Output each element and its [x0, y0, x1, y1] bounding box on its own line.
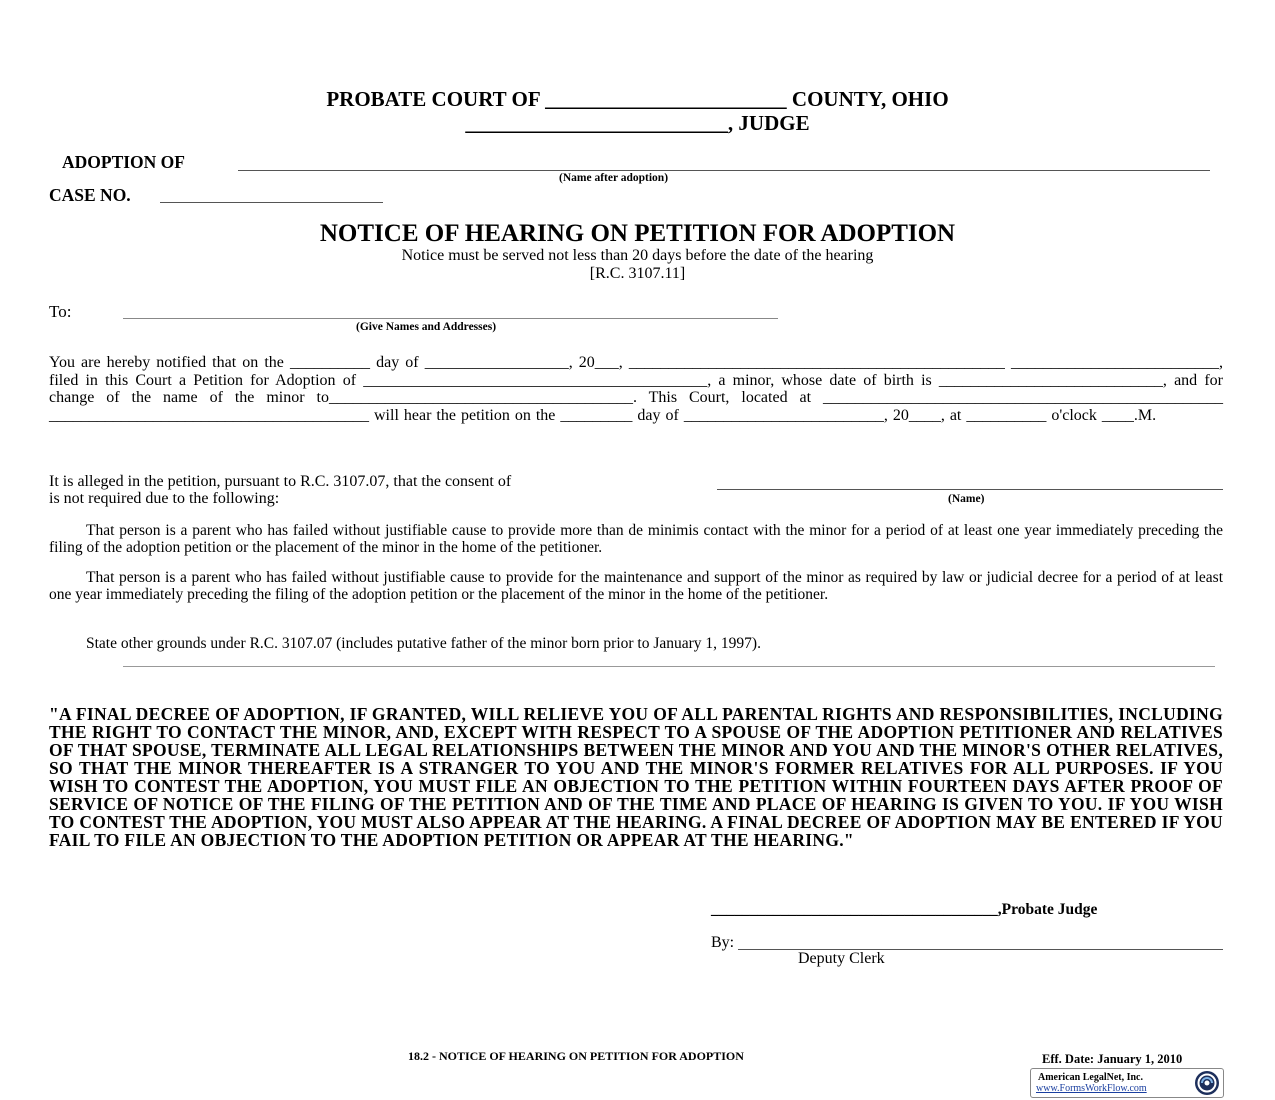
ground-minimal-contact: That person is a parent who has failed without justifiable cause to provide more than de minimis contact with the minor for a period of at least one year immediately preceding the filing of the adoption petition or the placement of the minor in the home of the petitioner. — [49, 522, 1223, 556]
case-no-label: CASE NO. — [49, 185, 131, 205]
ground-failure-to-support: That person is a parent who has failed without justifiable cause to provide for the maintenance and support of the minor as required by law or judicial decree for a period of at least one year immediately preceding the filing of the adoption petition or the placement of the minor in the home of the petitioner. — [49, 569, 1223, 603]
adoption-of-label: ADOPTION OF — [62, 152, 185, 172]
other-grounds-label: State other grounds under R.C. 3107.07 (includes putative father of the minor born prior to January 1, 1997). — [86, 635, 761, 652]
adoption-name-field[interactable] — [238, 170, 1210, 171]
effective-date: Eff. Date: January 1, 2010 — [1042, 1052, 1183, 1066]
recipients-field[interactable] — [123, 318, 778, 319]
footer-form-title: 18.2 - NOTICE OF HEARING ON PETITION FOR ADOPTION — [408, 1049, 744, 1063]
case-no-field[interactable] — [160, 202, 383, 203]
logo-url-link[interactable]: www.FormsWorkFlow.com — [1036, 1083, 1147, 1094]
adoption-warning: "A FINAL DECREE OF ADOPTION, IF GRANTED, WILL RELIEVE YOU OF ALL PARENTAL RIGHTS AND RESPONSIBILITIES, INCLUDING THE RIGHT TO CONTACT THE MINOR, AND, EXCEPT WITH RESPECT TO A SPOUSE OF THE ADOPTION PETITIONER AND RELATIVES OF THAT SPOUSE, TERMINATE ALL LEGAL RELATIONSHIPS BETWEEN THE MINOR AND YOU AND THE MINOR'S OTHER RELATIVES, SO THAT THE MINOR THEREAFTER IS A STRANGER TO YOU AND THE MINOR'S FORMER RELATIVES FOR ALL PURPOSES. IF YOU WISH TO CONTEST THE ADOPTION, YOU MUST FILE AN OBJECTION TO THE PETITION WITHIN FOURTEEN DAYS AFTER PROOF OF SERVICE OF NOTICE OF THE FILING OF THE PETITION AND OF THE TIME AND PLACE OF HEARING IS GIVEN TO YOU. IF YOU WISH TO CONTEST THE ADOPTION, YOU MUST ALSO APPEAR AT THE HEARING. A FINAL DECREE OF ADOPTION MAY BE ENTERED IF YOU FAIL TO FILE AN OBJECTION TO THE ADOPTION PETITION OR APPEAR AT THE HEARING." — [49, 704, 1223, 850]
recipients-hint: (Give Names and Addresses) — [356, 321, 497, 333]
form-subtitle: Notice must be served not less than 20 days before the date of the hearing — [401, 247, 874, 264]
consent-name-hint: (Name) — [948, 493, 985, 505]
form-title: NOTICE OF HEARING ON PETITION FOR ADOPTION — [319, 220, 956, 247]
consent-line: It is alleged in the petition, pursuant to R.C. 3107.07, that the consent of — [49, 473, 512, 490]
probate-judge-signature: _____________________________________,Probate Judge — [711, 901, 1098, 918]
logo-company-name: American LegalNet, Inc. — [1038, 1072, 1143, 1083]
to-label: To: — [49, 302, 72, 321]
consent-line-2: is not required due to the following: — [49, 490, 280, 507]
other-grounds-field[interactable] — [123, 666, 1215, 667]
by-label: By: — [711, 934, 735, 951]
notice-paragraph: You are hereby notified that on the __________ day of __________________, 20___, _______________________________________________ __________________________, filed in this Court a Petition for Adoption of ___________________________________________, a minor, whose date of birth is ____________________________, and for change of the name of the minor to______________________________________. This Court, located at __________________________________________________ ________________________________________ will hear the petition on the _________ day of _________________________, 20____, at __________ o'clock ____.M. — [49, 354, 1223, 424]
consent-name-field[interactable] — [717, 489, 1223, 490]
deputy-clerk-label: Deputy Clerk — [798, 950, 885, 967]
court-heading: PROBATE COURT OF _______________________ COUNTY, OHIO — [326, 87, 949, 111]
statute-citation: [R.C. 3107.11] — [589, 265, 686, 282]
judge-heading: _________________________, JUDGE — [465, 111, 810, 135]
american-legalnet-logo[interactable] — [1030, 1068, 1224, 1098]
name-after-adoption-hint: (Name after adoption) — [559, 172, 669, 184]
logo-seal-icon — [1194, 1070, 1220, 1096]
